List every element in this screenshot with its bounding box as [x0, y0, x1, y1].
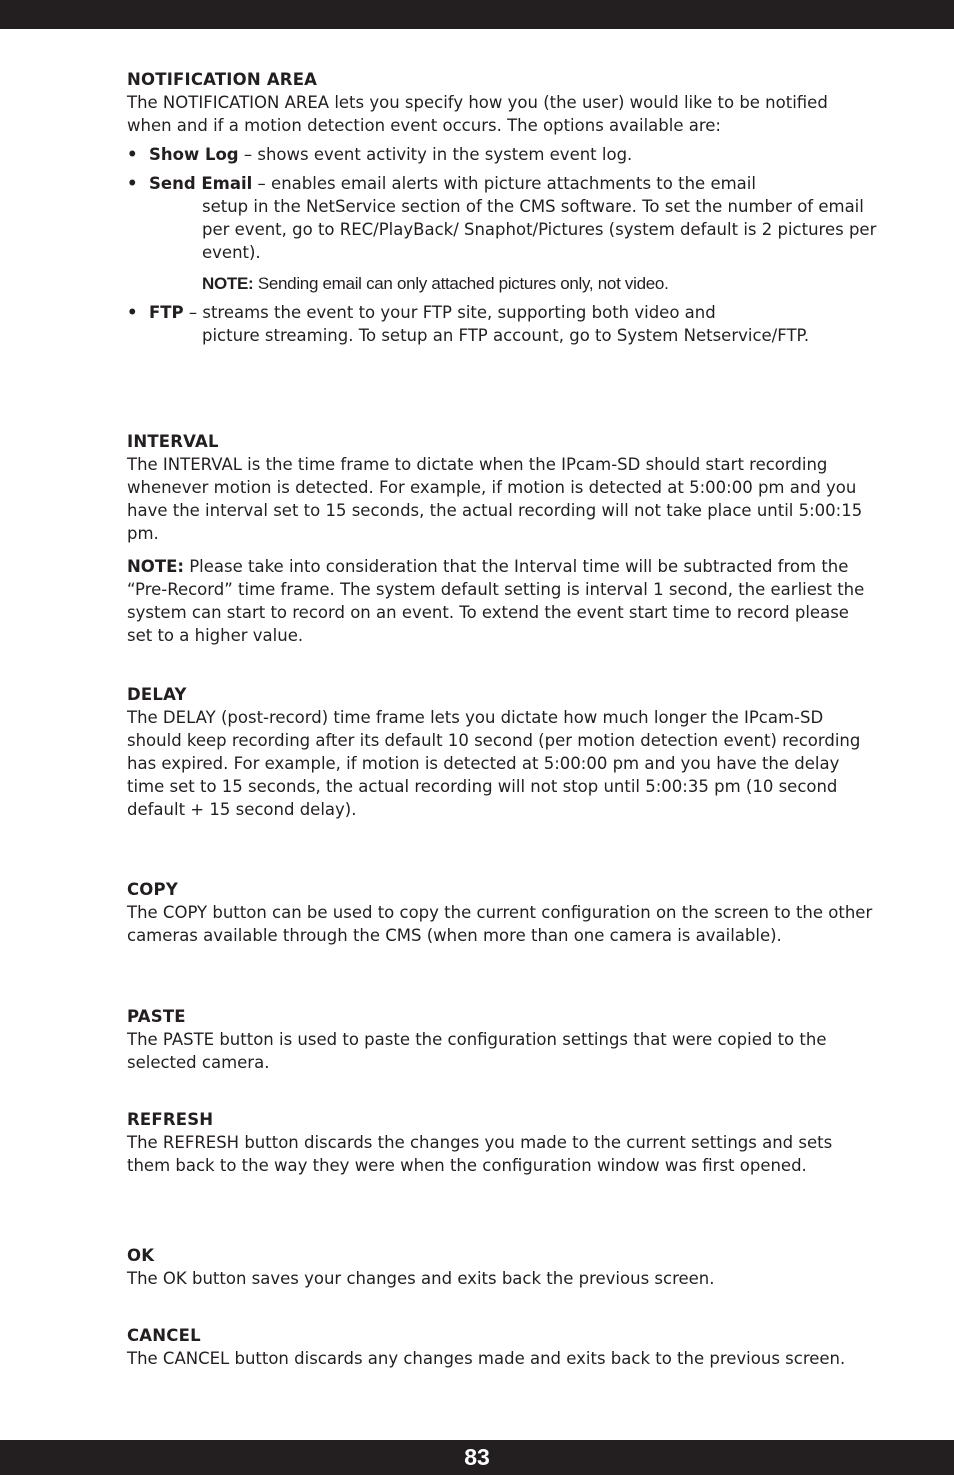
footer-bar	[0, 1440, 954, 1475]
note-label: NOTE:	[127, 557, 184, 576]
delay-body: The DELAY (post-record) time frame lets you dictate how much longer the IPcam-SD should keep recording after its default 10 second (per motion detection event) recording has expired. For example, if motion is detected at 5:00:00 pm and you have the delay time set to 15 seconds, the actual recording will not stop until 5:00:35 pm (10 second default + 15 second delay).	[127, 708, 861, 819]
cancel-section	[127, 1324, 877, 1370]
note-text: Please take into consideration that the Interval time will be subtracted from the “Pre-Record” time frame. The system default setting is interval 1 second, the earliest the system can start to record on an event. To extend the event start time to record please set to a higher value.	[127, 557, 865, 645]
option-term: Send Email	[149, 174, 253, 193]
interval-heading: INTERVAL	[127, 432, 219, 451]
copy-heading: COPY	[127, 880, 178, 899]
email-note	[149, 272, 877, 295]
notification-area-heading: NOTIFICATION AREA	[127, 70, 318, 89]
refresh-body: The REFRESH button discards the changes you made to the current settings and sets them back to the way they were when the configuration window was first opened.	[127, 1133, 833, 1175]
option-description-continued: picture streaming. To setup an FTP account, go to System Netservice/FTP.	[202, 326, 810, 345]
interval-note	[127, 555, 877, 647]
page-number: 83	[464, 1444, 490, 1470]
delay-section	[127, 683, 877, 821]
list-item	[127, 143, 877, 166]
cancel-heading: CANCEL	[127, 1326, 201, 1345]
ok-section	[127, 1244, 877, 1290]
delay-heading: DELAY	[127, 685, 187, 704]
option-description-continued: setup in the NetService section of the CMS software. To set the number of email per event, go to REC/PlayBack/ Snaphot/Pictures (system default is 2 pictures per event).	[202, 197, 877, 262]
cancel-body: The CANCEL button discards any changes made and exits back to the previous screen.	[127, 1349, 846, 1368]
refresh-heading: REFRESH	[127, 1110, 214, 1129]
copy-section	[127, 878, 877, 947]
notification-options-list	[127, 143, 877, 347]
interval-section	[127, 430, 877, 647]
bullet-icon: •	[127, 145, 138, 164]
paste-body: The PASTE button is used to paste the configuration settings that were copied to the selected camera.	[127, 1030, 827, 1072]
option-term: Show Log	[149, 145, 239, 164]
top-bar	[0, 0, 954, 29]
refresh-section	[127, 1108, 877, 1177]
note-text: Sending email can only attached pictures only, not video.	[253, 274, 669, 293]
option-description: – enables email alerts with picture attachments to the email	[252, 174, 756, 193]
option-description: – streams the event to your FTP site, supporting both video and	[183, 303, 716, 322]
ok-body: The OK button saves your changes and exits back the previous screen.	[127, 1269, 715, 1288]
interval-body: The INTERVAL is the time frame to dictate when the IPcam-SD should start recording whenever motion is detected. For example, if motion is detected at 5:00:00 pm and you have the interval set to 15 seconds, the actual recording will not take place until 5:00:15 pm.	[127, 455, 863, 543]
paste-heading: PASTE	[127, 1007, 186, 1026]
bullet-icon: •	[127, 303, 138, 322]
ok-heading: OK	[127, 1246, 155, 1265]
notification-area-section	[127, 68, 877, 353]
option-term: FTP	[149, 303, 184, 322]
note-label: NOTE:	[202, 274, 254, 293]
bullet-icon: •	[127, 174, 138, 193]
copy-body: The COPY button can be used to copy the current configuration on the screen to the other cameras available through the CMS (when more than one camera is available).	[127, 903, 873, 945]
notification-area-intro: The NOTIFICATION AREA lets you specify how you (the user) would like to be notified when and if a motion detection event occurs. The options available are:	[127, 93, 828, 135]
list-item	[127, 301, 877, 347]
paste-section	[127, 1005, 877, 1074]
list-item	[127, 172, 877, 295]
option-description: – shows event activity in the system event log.	[238, 145, 633, 164]
